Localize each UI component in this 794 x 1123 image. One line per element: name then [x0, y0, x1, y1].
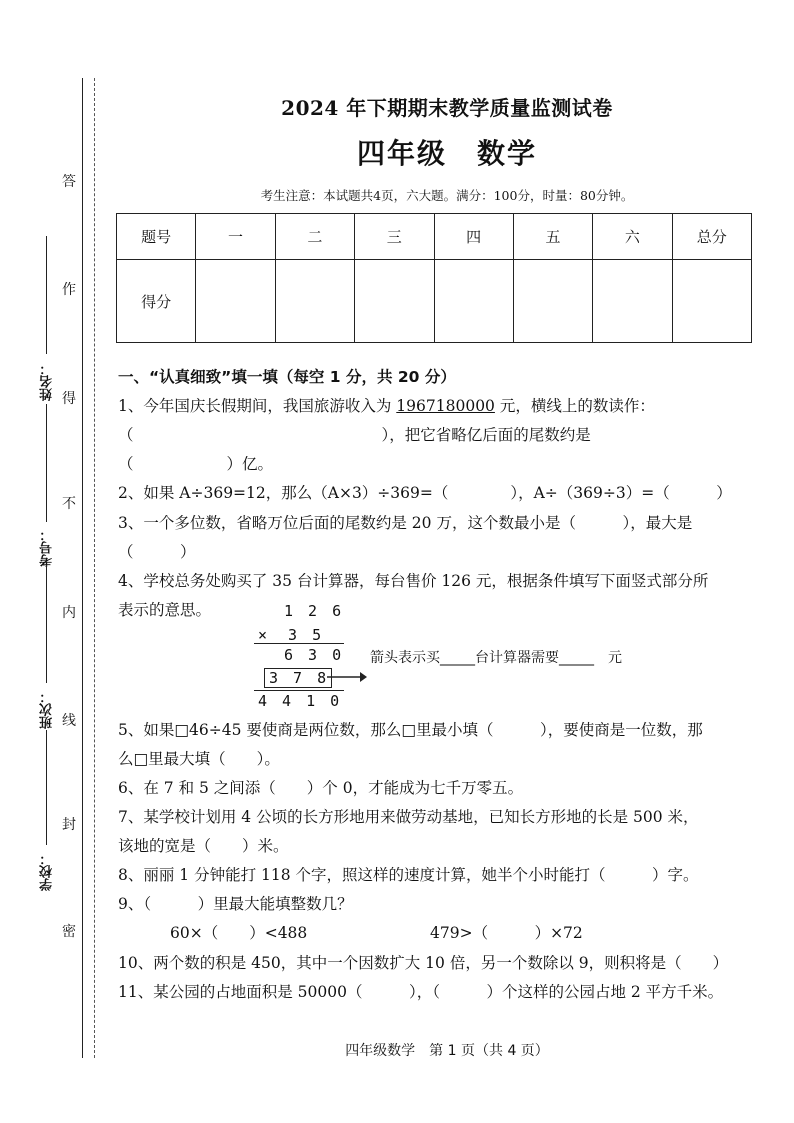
- question-4-line-2: 表示的意思。: [118, 601, 212, 619]
- calc-row-partial-2-boxed: 3 7 8: [264, 668, 332, 688]
- score-cell[interactable]: [196, 260, 275, 343]
- score-header-cell: 五: [513, 214, 592, 260]
- score-table-score-row: [117, 260, 752, 343]
- calc-rule: [254, 643, 344, 644]
- exam-subtitle: 四年级 数学: [356, 137, 537, 170]
- school-blank[interactable]: [46, 730, 47, 845]
- calc-row-multiplier: × 3 5: [258, 626, 325, 644]
- margin-char: 内: [62, 605, 76, 621]
- page-footer: 四年级数学 第 1 页（共 4 页）: [345, 1043, 549, 1059]
- name-blank[interactable]: [46, 236, 47, 354]
- margin-char: 线: [62, 713, 76, 729]
- score-header-cell: 一: [196, 214, 275, 260]
- question-1-line-3[interactable]: （ ）亿。: [118, 455, 274, 473]
- score-header-cell: 三: [355, 214, 434, 260]
- score-header-cell: 题号: [117, 214, 196, 260]
- question-5-line-2[interactable]: 么□里最大填（ ）。: [118, 750, 280, 768]
- margin-solid-line: [82, 78, 83, 1058]
- q1-text-a: 1、今年国庆长假期间，我国旅游收入为: [118, 397, 397, 415]
- school-label: 学校：: [40, 852, 55, 891]
- question-6[interactable]: 6、在 7 和 5 之间添（ ）个 0，才能成为七千万零五。: [118, 779, 524, 797]
- score-header-cell: 总分: [672, 214, 751, 260]
- question-8[interactable]: 8、丽丽 1 分钟能打 118 个字，照这样的速度计算，她半个小时能打（ ）字。: [118, 866, 699, 884]
- question-11[interactable]: 11、某公园的占地面积是 50000（ ），（ ）个这样的公园占地 2 平方千米。: [118, 983, 724, 1001]
- score-table-header-row: [117, 214, 752, 260]
- score-header-cell: 二: [275, 214, 354, 260]
- question-7-line-1: 7、某学校计划用 4 公顷的长方形地用来做劳动基地，已知长方形地的长是 500 米，: [118, 808, 699, 826]
- score-header-cell: 六: [593, 214, 672, 260]
- margin-char: 不: [62, 496, 76, 512]
- binding-margin: [0, 0, 100, 1123]
- question-3-line-2[interactable]: （ ）: [118, 543, 196, 561]
- question-3-line-1[interactable]: 3、一个多位数，省略万位后面的尾数约是 20 万，这个数最小是（ ），最大是: [118, 514, 693, 532]
- arrow-explanation[interactable]: 箭头表示买_____台计算器需要_____ 元: [370, 650, 622, 666]
- section-1-title: 一、“认真细致”填一填（每空 1 分，共 20 分）: [118, 368, 456, 386]
- q1-text-b: 元，横线上的数读作：: [494, 397, 655, 415]
- question-4-line-1: 4、学校总务处购买了 35 台计算器，每台售价 126 元，根据条件填写下面竖式部分所: [118, 572, 709, 590]
- score-cell[interactable]: [355, 260, 434, 343]
- margin-char: 作: [62, 282, 76, 298]
- question-1-line-2[interactable]: （ ），把它省略亿后面的尾数约是: [118, 426, 591, 444]
- margin-char: 密: [62, 924, 76, 940]
- question-10[interactable]: 10、两个数的积是 450，其中一个因数扩大 10 倍，另一个数除以 9，则积将是（ ）: [118, 954, 729, 972]
- question-2[interactable]: 2、如果 A÷369=12，那么（A×3）÷369=（ ），A÷（369÷3）=（ ）: [118, 484, 732, 502]
- class-blank[interactable]: [46, 565, 47, 683]
- score-cell[interactable]: [434, 260, 513, 343]
- question-9-line-1: 9、（ ）里最大能填整数几？: [118, 895, 353, 913]
- calc-row-product: 4 4 1 0: [258, 692, 343, 710]
- exam-notice: 考生注意：本试题共4页，六大题。满分：100分，时量：80分钟。: [260, 188, 634, 203]
- score-row-label: 得分: [117, 260, 196, 343]
- margin-char: 封: [62, 817, 76, 833]
- score-table: [116, 213, 752, 343]
- margin-dashed-line: [94, 78, 95, 1058]
- class-label: 班次：: [40, 690, 55, 729]
- question-5-line-1[interactable]: 5、如果□46÷45 要使商是两位数，那么□里最小填（ ），要使商是一位数，那: [118, 721, 703, 739]
- calc-row-multiplicand: 1 2 6: [284, 602, 345, 620]
- score-cell[interactable]: [593, 260, 672, 343]
- score-cell[interactable]: [275, 260, 354, 343]
- question-9-part-b[interactable]: 479>（ ）×72: [430, 924, 583, 942]
- name-label: 姓名：: [40, 362, 55, 401]
- score-header-cell: 四: [434, 214, 513, 260]
- margin-char: 得: [62, 391, 76, 407]
- question-7-line-2[interactable]: 该地的宽是（ ）米。: [118, 837, 289, 855]
- q1-number: 1967180000: [396, 397, 495, 415]
- calc-rule: [254, 690, 344, 691]
- score-cell[interactable]: [513, 260, 592, 343]
- exam-title: 2024 年下期期末教学质量监测试卷: [281, 96, 613, 120]
- question-9-part-a[interactable]: 60×（ ）<488: [170, 924, 308, 942]
- score-cell[interactable]: [672, 260, 751, 343]
- arrow-icon: [326, 670, 368, 684]
- calc-row-partial-1: 6 3 0: [284, 646, 345, 664]
- exam-number-label: 考号：: [40, 528, 55, 567]
- question-1-line-1: [118, 396, 655, 416]
- margin-char: 答: [62, 174, 76, 190]
- exam-number-blank[interactable]: [46, 404, 47, 522]
